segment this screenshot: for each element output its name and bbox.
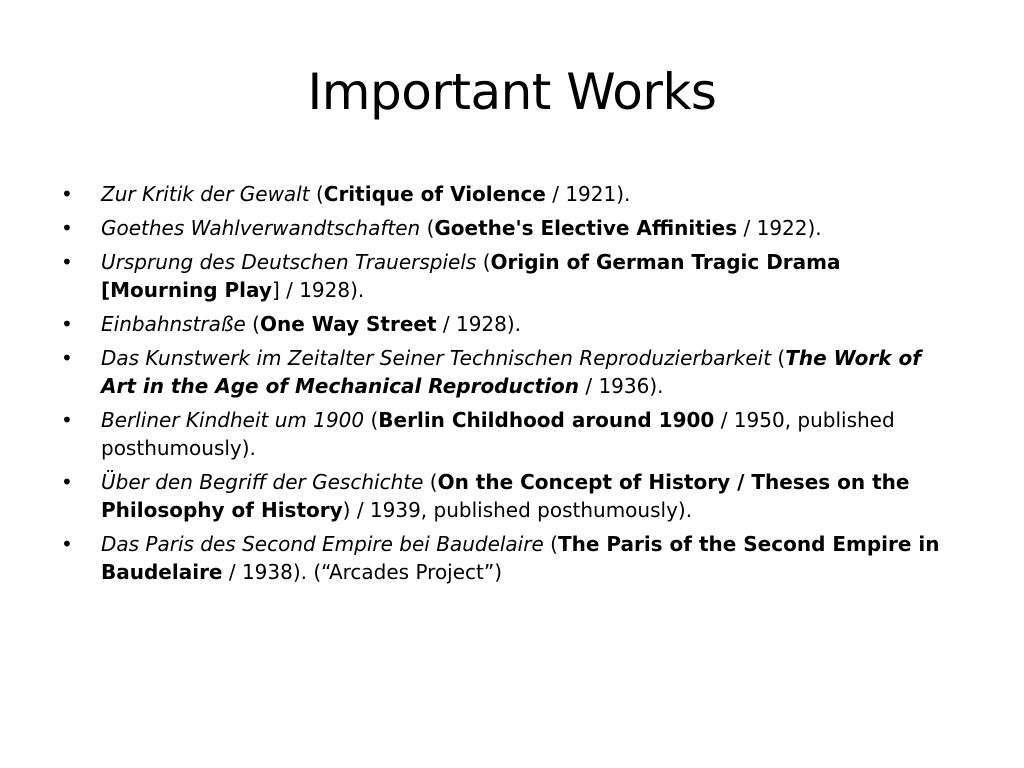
- work-item: [60, 530, 960, 586]
- work-item-segment: Critique of Violence: [323, 182, 546, 206]
- work-item-segment: ] / 1928).: [271, 278, 365, 302]
- work-item-segment: Einbahnstraße: [101, 312, 246, 336]
- work-item-segment: Das Kunstwerk im Zeitalter Seiner Technischen Reproduzierbarkeit: [101, 346, 772, 370]
- works-list: [60, 180, 960, 592]
- bullet-icon: •: [61, 346, 73, 370]
- work-item-text: [101, 250, 841, 302]
- work-item: [60, 180, 960, 208]
- work-item-segment: Berliner Kindheit um 1900: [101, 408, 365, 432]
- work-item-segment: One Way Street: [260, 312, 437, 336]
- work-item-segment: / 1921).: [545, 182, 631, 206]
- work-item: [60, 344, 960, 400]
- work-item-segment: Origin of German Tragic Drama [Mourning Play: [101, 250, 841, 302]
- work-item-segment: Über den Begriff der Geschichte: [101, 470, 424, 494]
- work-item-text: [101, 532, 940, 584]
- work-item-segment: Berlin Childhood around 1900: [378, 408, 715, 432]
- work-item-segment: / 1922).: [737, 216, 822, 240]
- bullet-icon: •: [61, 470, 73, 494]
- work-item-segment: (: [771, 346, 786, 370]
- work-item: [60, 214, 960, 242]
- work-item-segment: / 1928).: [436, 312, 522, 336]
- work-item-segment: Goethes Wahlverwandtschaften: [101, 216, 421, 240]
- work-item-text: [101, 216, 822, 240]
- bullet-icon: •: [61, 250, 73, 274]
- work-item-segment: The Work of Art in the Age of Mechanical Reproduction: [101, 346, 921, 398]
- work-item-segment: (: [420, 216, 435, 240]
- work-item-text: [101, 470, 909, 522]
- work-item: [60, 468, 960, 524]
- work-item-segment: Zur Kritik der Gewalt: [101, 182, 310, 206]
- work-item-segment: Das Paris des Second Empire bei Baudelaire: [101, 532, 544, 556]
- work-item-segment: / 1936).: [579, 374, 664, 398]
- slide-title: Important Works: [307, 63, 717, 121]
- work-item-segment: Goethe's Elective Affinities: [434, 216, 738, 240]
- work-item-segment: / 1950, published posthumously).: [101, 408, 895, 460]
- bullet-icon: •: [61, 216, 73, 240]
- work-item-segment: (: [543, 532, 558, 556]
- work-item-segment: (: [423, 470, 438, 494]
- bullet-icon: •: [61, 182, 73, 206]
- work-item: [60, 248, 960, 304]
- work-item-text: [101, 312, 521, 336]
- bullet-icon: •: [61, 532, 73, 556]
- work-item-segment: Ursprung des Deutschen Trauerspiels: [101, 250, 477, 274]
- work-item-segment: (: [364, 408, 379, 432]
- work-item-segment: / 1938). (“Arcades Project”): [222, 560, 503, 584]
- work-item-segment: The Paris of the Second Empire in Baudelaire: [101, 532, 940, 584]
- work-item-segment: (: [476, 250, 491, 274]
- work-item-text: [101, 346, 921, 398]
- work-item-segment: On the Concept of History / Theses on the Philosophy of History: [101, 470, 910, 522]
- bullet-icon: •: [61, 312, 73, 336]
- work-item-segment: (: [245, 312, 260, 336]
- work-item-text: [101, 408, 895, 460]
- work-item-text: [101, 182, 630, 206]
- work-item-segment: (: [309, 182, 324, 206]
- work-item: [60, 310, 960, 338]
- bullet-icon: •: [61, 408, 73, 432]
- work-item-segment: ) / 1939, published posthumously).: [342, 498, 693, 522]
- work-item: [60, 406, 960, 462]
